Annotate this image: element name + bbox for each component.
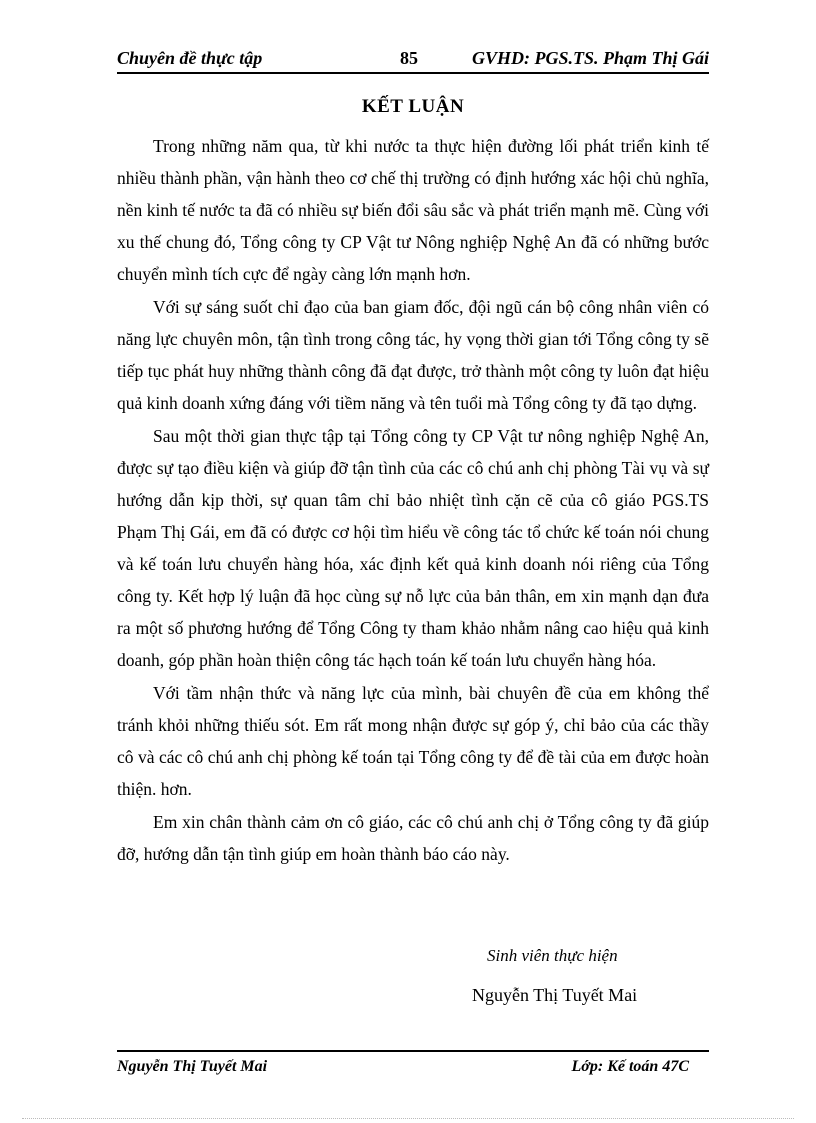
footer-class: Lớp: Kế toán 47C xyxy=(571,1058,689,1075)
paragraph-5: Em xin chân thành cảm ơn cô giáo, các cô chú anh chị ở Tổng công ty đã giúp đỡ, hướng dẫn tận tình giúp em hoàn thành báo cáo này. xyxy=(117,812,709,864)
page-title: KẾT LUẬN xyxy=(361,96,465,117)
header-report-type: Chuyên đề thực tập xyxy=(117,48,263,68)
signature-role: Sinh viên thực hiện xyxy=(487,946,618,965)
header-supervisor: GVHD: PGS.TS. Phạm Thị Gái xyxy=(471,48,709,68)
paragraph-2: Với sự sáng suốt chỉ đạo của ban giam đốc, đội ngũ cán bộ công nhân viên có năng lực chuyên môn, tận tình trong công tác, hy vọng thời gian tới Tổng công ty sẽ tiếp tục phát huy những thành công đã đạt được, trở thành một công ty luôn đạt hiệu quả kinh doanh xứng đáng với tiềm năng và tên tuổi mà Tổng công ty đã tạo dựng. xyxy=(117,297,709,413)
page-number: 85 xyxy=(400,48,418,68)
paragraph-4: Với tầm nhận thức và năng lực của mình, bài chuyên đề của em không thể tránh khỏi những thiếu sót. Em rất mong nhận được sự góp ý, chỉ bảo của các thầy cô và các cô chú anh chị phòng kế toán tại Tổng công ty để đề tài của em được hoàn thiện. hơn. xyxy=(117,683,709,799)
conclusion-body xyxy=(117,130,709,871)
paragraph-1: Trong những năm qua, từ khi nước ta thực hiện đường lối phát triển kinh tế nhiều thành phần, vận hành theo cơ chế thị trường có định hướng xác hội chủ nghĩa, nền kinh tế nước ta đã có nhiều sự biến đổi sâu sắc và phát triển mạnh mẽ. Cùng với xu thế chung đó, Tổng công ty CP Vật tư Nông nghiệp Nghệ An đã có những bước chuyển mình tích cực để ngày càng lớn mạnh hơn. xyxy=(117,136,709,284)
page-header xyxy=(117,46,709,74)
page-footer xyxy=(117,1050,709,1078)
paragraph-3: Sau một thời gian thực tập tại Tổng công ty CP Vật tư nông nghiệp Nghệ An, được sự tạo điều kiện và giúp đỡ tận tình của các cô chú anh chị phòng Tài vụ và sự hướng dẫn kịp thời, sự quan tâm chỉ bảo nhiệt tình cặn cẽ của cô giáo PGS.TS Phạm Thị Gái, em đã có được cơ hội tìm hiểu về công tác tổ chức kế toán nói chung và kế toán lưu chuyển hàng hóa, xác định kết quả kinh doanh nói riêng của Tổng công ty. Kết hợp lý luận đã học cùng sự nỗ lực của bản thân, em xin mạnh dạn đưa ra một số phương hướng để Tổng Công ty tham khảo nhằm nâng cao hiệu quả kinh doanh, góp phần hoàn thiện công tác hạch toán kế toán lưu chuyển hàng hóa. xyxy=(117,426,709,670)
signature-name: Nguyễn Thị Tuyết Mai xyxy=(472,985,638,1005)
footer-author: Nguyễn Thị Tuyết Mai xyxy=(117,1058,268,1075)
page-edge-divider xyxy=(22,1118,794,1119)
